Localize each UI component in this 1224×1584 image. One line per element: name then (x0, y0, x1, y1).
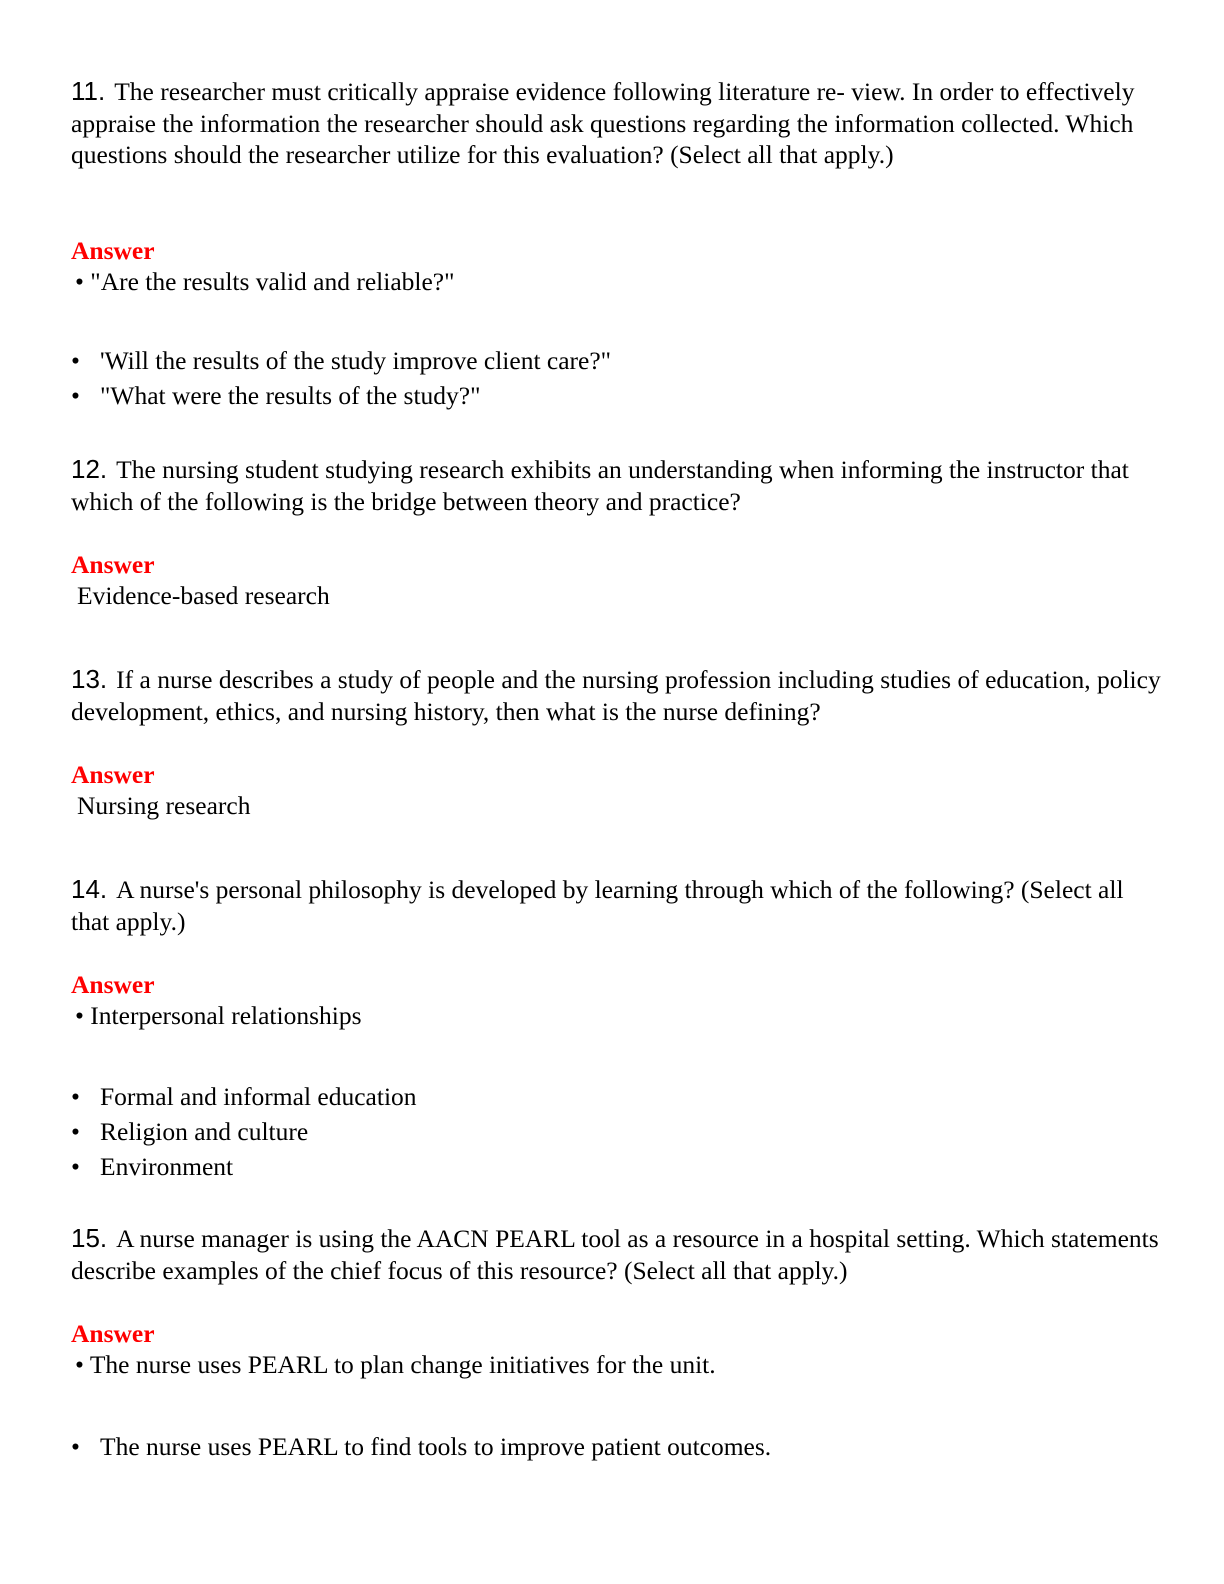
answer-label: Answer (71, 1319, 155, 1348)
list-item: • Environment (71, 1149, 1161, 1184)
bullet-list (71, 343, 1161, 413)
question-number: 11. (71, 76, 106, 106)
question-number: 14. (71, 874, 108, 904)
question-block-15 (71, 1223, 1161, 1286)
answer-block-14 (71, 969, 1161, 1031)
answer-block-13 (71, 759, 1161, 821)
answer-block-15 (71, 1318, 1161, 1380)
bullet-list (71, 1079, 1161, 1184)
list-item: • "What were the results of the study?" (71, 378, 1161, 413)
answer-first-line: • "Are the results valid and reliable?" (75, 267, 455, 296)
answer-block-11 (71, 235, 1161, 297)
answer-bullets-11 (71, 343, 1161, 413)
bullet-icon: • (71, 1117, 80, 1146)
answer-label: Answer (71, 236, 155, 265)
list-item: • Religion and culture (71, 1114, 1161, 1149)
question-number: 13. (71, 664, 108, 694)
bullet-icon: • (71, 1082, 80, 1111)
answer-label: Answer (71, 550, 155, 579)
list-item: • Formal and informal education (71, 1079, 1161, 1114)
bullet-icon: • (71, 1152, 80, 1181)
question-text: If a nurse describes a study of people and the nursing profession including studies of education, policy development, ethics, and nursing history, then what is the nurse defining? (71, 665, 1161, 726)
answer-label: Answer (71, 760, 155, 789)
question-number: 15. (71, 1223, 108, 1253)
answer-bullets-15 (71, 1429, 1161, 1464)
question-block-12 (71, 454, 1161, 517)
question-11 (71, 76, 1161, 171)
bullet-icon: • (71, 346, 80, 375)
answer-block-12 (71, 549, 1161, 611)
question-block-13 (71, 664, 1161, 727)
question-text: A nurse's personal philosophy is developed by learning through which of the following? (Select all that apply.) (71, 875, 1124, 936)
question-15 (71, 1223, 1161, 1286)
answer-bullets-14 (71, 1079, 1161, 1184)
question-block-14 (71, 874, 1161, 937)
question-12 (71, 454, 1161, 517)
question-text: The researcher must critically appraise evidence following literature re- view. In order to effectively appraise the information the researcher should ask questions regarding the information collected. Which questions should the researcher utilize for this evaluation? (Select all that apply.) (71, 77, 1135, 169)
answer-first-line: Nursing research (77, 791, 251, 820)
bullet-icon: • (71, 381, 80, 410)
list-item: • The nurse uses PEARL to find tools to improve patient outcomes. (71, 1429, 1161, 1464)
question-text: The nursing student studying research exhibits an understanding when informing the instructor that which of the following is the bridge between theory and practice? (71, 455, 1129, 516)
bullet-icon: • (71, 1432, 80, 1461)
answer-first-line: Evidence-based research (77, 581, 330, 610)
question-block-11 (71, 76, 1161, 171)
question-text: A nurse manager is using the AACN PEARL tool as a resource in a hospital setting. Which statements describe examples of the chief focus of this resource? (Select all that apply.) (71, 1224, 1159, 1285)
question-number: 12. (71, 454, 108, 484)
question-13 (71, 664, 1161, 727)
answer-label: Answer (71, 970, 155, 999)
answer-first-line: • Interpersonal relationships (75, 1001, 362, 1030)
list-item: • 'Will the results of the study improve client care?" (71, 343, 1161, 378)
question-14 (71, 874, 1161, 937)
answer-first-line: • The nurse uses PEARL to plan change initiatives for the unit. (75, 1350, 716, 1379)
bullet-list (71, 1429, 1161, 1464)
